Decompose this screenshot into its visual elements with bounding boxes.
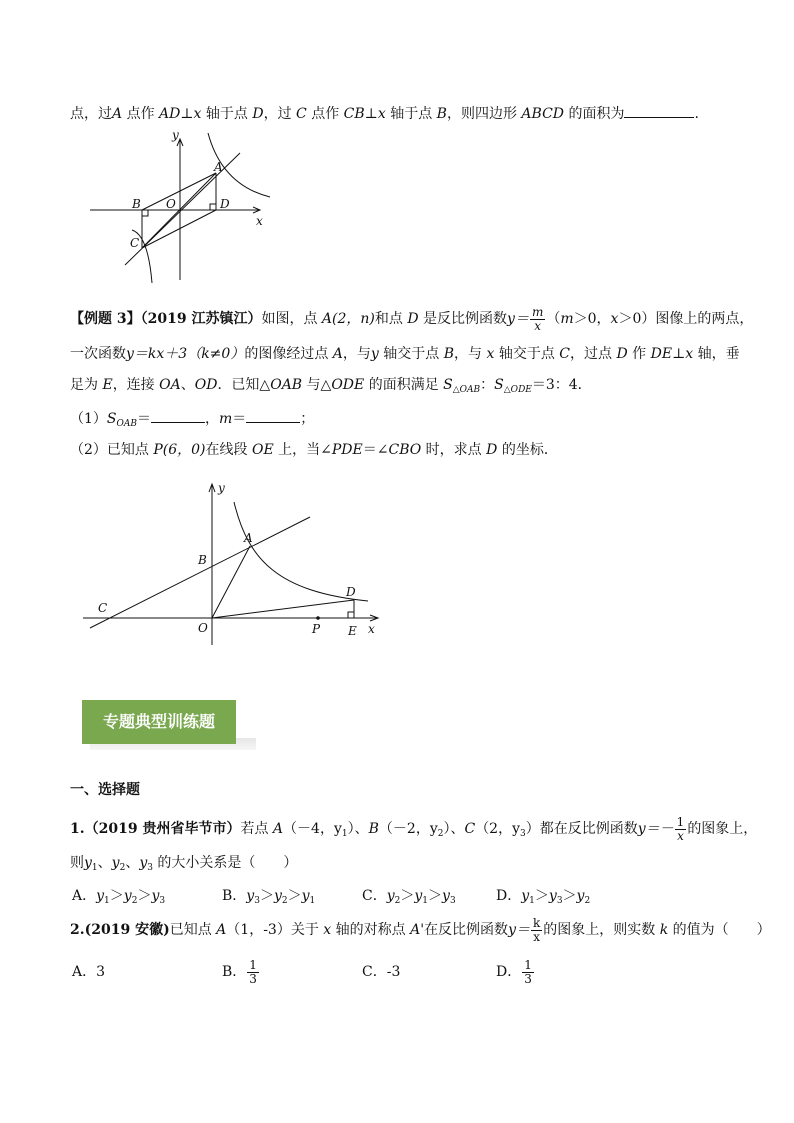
text: ）、: [347, 821, 369, 837]
coord: （－4，y: [283, 821, 342, 837]
subscript: 1: [91, 863, 98, 873]
fig2-x-label: x: [368, 622, 375, 636]
triangle-label: OAB: [270, 377, 303, 393]
var-label: y: [386, 888, 395, 904]
text: ；: [300, 411, 315, 427]
question-1-line1: [70, 815, 757, 843]
text: 与△: [302, 377, 332, 393]
fig2-y-label: y: [218, 481, 225, 495]
point-label: D: [486, 442, 498, 458]
coord: （－2，y: [378, 821, 438, 837]
subscript: 1: [309, 896, 316, 906]
fraction-numerator: 1: [249, 957, 257, 972]
segment-cd: [142, 210, 216, 248]
fraction-1-over-x: [675, 816, 687, 843]
var-label: x: [685, 346, 694, 362]
intro-text: 轴于点: [385, 106, 437, 122]
fig1-point-a: A: [214, 160, 223, 174]
answer-blank-m[interactable]: [246, 408, 300, 423]
intro-line: [70, 103, 699, 124]
q1-option-a[interactable]: [72, 886, 165, 911]
option-label: C．-3: [362, 964, 401, 980]
figure-2: [78, 480, 388, 650]
var-label: x: [486, 346, 495, 362]
line-y-kx-3: [90, 517, 310, 628]
angle-label: CBO: [388, 442, 422, 458]
fig1-y-label: y: [172, 128, 179, 142]
subscript: 1: [529, 896, 535, 906]
text: 若点: [240, 821, 273, 837]
text: 轴交于点: [378, 346, 444, 362]
var-label: y: [548, 888, 557, 904]
func-label: y＝－: [637, 821, 674, 837]
text: ，与: [454, 346, 487, 362]
intro-text: 的面积为: [564, 106, 625, 122]
var-label: y: [123, 888, 132, 904]
text: ，过点: [570, 346, 617, 362]
quad-label: ABCD: [521, 106, 565, 122]
fraction-denominator: 3: [524, 971, 532, 986]
q2-option-c[interactable]: [362, 962, 400, 982]
text: （1）: [70, 411, 107, 427]
point-label: P(6，0): [153, 442, 206, 458]
banner-title: 专题典型训练题: [102, 712, 215, 731]
example3-line3: [70, 375, 592, 400]
section-banner: [82, 700, 236, 744]
answer-blank-area[interactable]: [151, 408, 205, 423]
point-label: C: [559, 346, 571, 362]
fraction-denominator: x: [677, 828, 684, 843]
option-label: B．: [222, 888, 247, 904]
segment-ba: [142, 173, 216, 210]
gt-symbol: ＞: [287, 888, 302, 904]
point-label: C: [296, 106, 307, 122]
var-label: y: [96, 888, 105, 904]
var-label: x: [377, 106, 386, 122]
var-label: y: [139, 855, 148, 871]
var-label: m: [219, 411, 233, 427]
q2-option-a[interactable]: [72, 962, 105, 982]
point-label: D: [616, 346, 628, 362]
text: ．已知△: [217, 377, 271, 393]
point-label: C: [464, 821, 476, 837]
question-2-line1: [70, 916, 771, 944]
option-label: D．: [496, 888, 522, 904]
perp-symbol: ⊥: [364, 106, 378, 122]
gt-symbol: ＞: [562, 888, 577, 904]
right-angle-d: [210, 204, 216, 210]
var-label: y: [301, 888, 310, 904]
subscript: 3: [449, 896, 456, 906]
text: 一次函数: [70, 346, 126, 362]
fraction-one-third: [247, 959, 259, 986]
example-source: （2019 江苏镇江）: [140, 311, 262, 327]
point-label: D: [252, 106, 264, 122]
option-label: A．3: [72, 964, 106, 980]
var-label: y: [246, 888, 255, 904]
area-subscript: OAB: [116, 419, 138, 429]
fig1-point-d: D: [220, 197, 230, 211]
example3-line2: [70, 344, 740, 364]
intro-text: 点，过: [70, 106, 112, 122]
point-label: A': [410, 922, 425, 938]
perp-symbol: ⊥: [180, 106, 194, 122]
answer-blank[interactable]: [624, 103, 694, 118]
point-label: A(2，n): [321, 311, 375, 327]
segment-label: AD: [159, 106, 181, 122]
subscript: 1: [104, 896, 110, 906]
fig2-point-a: A: [244, 531, 253, 545]
text: 、: [97, 855, 112, 871]
subscript: 2: [394, 896, 401, 906]
point-label: B: [368, 821, 379, 837]
q2-option-b[interactable]: [222, 956, 260, 988]
var-label: y: [442, 888, 450, 904]
var-label: y: [370, 346, 379, 362]
text: ＞0）图像上的两点，: [618, 311, 754, 327]
text: ）都在反比例函数: [525, 821, 638, 837]
text: ，: [205, 411, 220, 427]
text: 则: [70, 855, 84, 871]
text: 的值为（ ）: [668, 922, 771, 938]
question-1-line2: [70, 853, 297, 878]
perp-symbol: ⊥: [672, 346, 686, 362]
var-label: m: [560, 311, 574, 327]
point-label: A: [216, 922, 227, 938]
text: 已知点: [169, 922, 217, 938]
var-label: x: [610, 311, 619, 327]
gt-symbol: ＞: [428, 888, 443, 904]
text: 的图象上，则实数: [543, 922, 660, 938]
question-number: 1.: [70, 821, 85, 837]
area-symbol: S: [106, 411, 117, 427]
question-number: 2.(2019 安徽): [70, 922, 170, 938]
fig1-x-label: x: [256, 214, 263, 228]
point-label: E: [102, 377, 113, 393]
text: 轴的对称点: [331, 922, 411, 938]
var-label: y: [111, 855, 120, 871]
area-symbol: S: [443, 377, 453, 393]
fraction-numerator: 1: [676, 814, 685, 829]
subscript: 3: [254, 896, 260, 906]
fraction-numerator: m: [531, 304, 544, 319]
fraction-denominator: x: [534, 318, 542, 333]
fig2-point-b: B: [198, 553, 207, 567]
intro-text: ，过: [263, 106, 297, 122]
option-label: B．: [222, 964, 247, 980]
text: 的图象上，: [687, 821, 758, 837]
intro-text: 点作: [122, 106, 160, 122]
func-label: y＝: [507, 311, 529, 327]
fig1-origin: O: [166, 197, 176, 211]
area-symbol: S: [494, 377, 504, 393]
text: ）、: [443, 821, 465, 837]
subscript: 2: [131, 896, 138, 906]
example-tag: 【例题 3】: [70, 311, 141, 327]
text: 和点: [374, 311, 408, 327]
text: 上，当∠: [273, 442, 332, 458]
figure-1: [80, 125, 280, 285]
intro-text: .: [694, 106, 699, 122]
subscript: 2: [119, 863, 126, 873]
subscript: 3: [147, 863, 153, 873]
subscript: 1: [341, 829, 348, 839]
subscript: 3: [520, 829, 526, 839]
text: 如图，点: [261, 311, 322, 327]
segment-od: [212, 600, 354, 618]
var-label: k: [659, 922, 669, 938]
fig2-point-p: P: [312, 622, 321, 636]
fraction-k-over-x: [531, 917, 542, 944]
intro-text: 轴于点: [201, 106, 253, 122]
text: 轴，垂: [693, 346, 740, 362]
var-label: y: [521, 888, 530, 904]
fig2-origin: O: [198, 621, 208, 635]
q1-option-b[interactable]: [222, 886, 315, 911]
right-angle-b: [142, 210, 148, 216]
intro-text: 点作: [306, 106, 344, 122]
point-label: B: [436, 106, 447, 122]
text: 的面积满足: [364, 377, 444, 393]
subscript: 3: [159, 896, 166, 906]
text: 作: [627, 346, 651, 362]
gt-symbol: ＞: [109, 888, 124, 904]
point-label: A: [272, 821, 284, 837]
question-source: （2019 贵州省毕节市）: [84, 821, 241, 837]
segment-label: OE: [251, 442, 274, 458]
fraction-numerator: k: [532, 915, 541, 930]
example3-line1: [70, 305, 753, 333]
area-subscript: △ODE: [503, 385, 532, 395]
var-label: y: [84, 855, 92, 871]
text: ＞0，: [573, 311, 611, 327]
text: 是反比例函数: [418, 311, 508, 327]
area-subscript: △OAB: [452, 385, 481, 395]
triangle-label: ODE: [331, 377, 365, 393]
text: 的大小关系是（ ）: [152, 855, 298, 871]
text: ＝: [137, 411, 152, 427]
gt-symbol: ＞: [534, 888, 549, 904]
section-heading: 一、选择题: [70, 782, 140, 798]
gt-symbol: ＞: [137, 888, 152, 904]
var-label: y: [151, 888, 160, 904]
point-label: D: [407, 311, 419, 327]
point-label: A: [332, 346, 343, 362]
text: ＝∠: [362, 442, 389, 458]
segment-label: CB: [343, 106, 365, 122]
angle-label: PDE: [331, 442, 363, 458]
q1-option-c[interactable]: [362, 886, 456, 911]
fraction-m-over-x: [530, 306, 545, 333]
text: 在线段: [205, 442, 252, 458]
text: 足为: [70, 377, 103, 393]
subscript: 1: [422, 896, 429, 906]
q2-option-d[interactable]: [496, 956, 535, 988]
text: ：: [480, 377, 495, 393]
option-label: C．: [362, 888, 387, 904]
text: 时，求点: [421, 442, 487, 458]
text: （: [546, 311, 561, 327]
var-label: y: [414, 888, 423, 904]
var-label: x: [323, 922, 332, 938]
fig2-point-c: C: [98, 601, 108, 615]
func-label: y＝kx＋3（k≠0）: [126, 346, 245, 362]
text: 、: [125, 855, 140, 871]
fraction-one-third: [522, 959, 534, 986]
fraction-denominator: 3: [249, 971, 257, 986]
gt-symbol: ＞: [259, 888, 274, 904]
subscript: 2: [281, 896, 288, 906]
subscript: 2: [437, 829, 444, 839]
segment-label: OA: [159, 377, 181, 393]
segment-label: DE: [650, 346, 673, 362]
fraction-numerator: 1: [524, 957, 532, 972]
fig2-point-d: D: [346, 585, 356, 599]
text: （2）已知点: [70, 442, 154, 458]
text: ，连接: [112, 377, 160, 393]
right-angle-e: [348, 612, 354, 618]
point-label: A: [112, 106, 123, 122]
q1-option-d[interactable]: [496, 886, 590, 911]
var-label: x: [193, 106, 202, 122]
option-label: D．: [496, 964, 522, 980]
text: ＝3：4．: [531, 377, 592, 393]
point-label: B: [443, 346, 455, 362]
var-label: y: [273, 888, 282, 904]
option-label: A．: [72, 888, 97, 904]
text: 轴交于点: [494, 346, 560, 362]
example3-subquestion-2: [70, 440, 558, 460]
var-label: y: [576, 888, 585, 904]
fig2-point-e: E: [348, 624, 357, 638]
example3-subquestion-1: [70, 408, 314, 434]
intro-text: ，则四边形: [446, 106, 522, 122]
func-label: y＝: [508, 922, 530, 938]
text: 的坐标．: [497, 442, 558, 458]
fig1-point-b: B: [132, 197, 141, 211]
fraction-denominator: x: [533, 929, 541, 944]
text: ，与: [342, 346, 371, 362]
coord: （2，y: [475, 821, 521, 837]
subscript: 2: [584, 896, 591, 906]
text: ＝: [232, 411, 247, 427]
gt-symbol: ＞: [400, 888, 415, 904]
point-p-dot: [316, 616, 320, 620]
text: 、: [180, 377, 195, 393]
segment-label: OD: [194, 377, 218, 393]
text: 的图像经过点: [244, 346, 333, 362]
fig1-point-c: C: [130, 236, 140, 250]
text: （1，-3）关于: [226, 922, 324, 938]
subscript: 3: [556, 896, 563, 906]
text: 在反比例函数: [424, 922, 509, 938]
